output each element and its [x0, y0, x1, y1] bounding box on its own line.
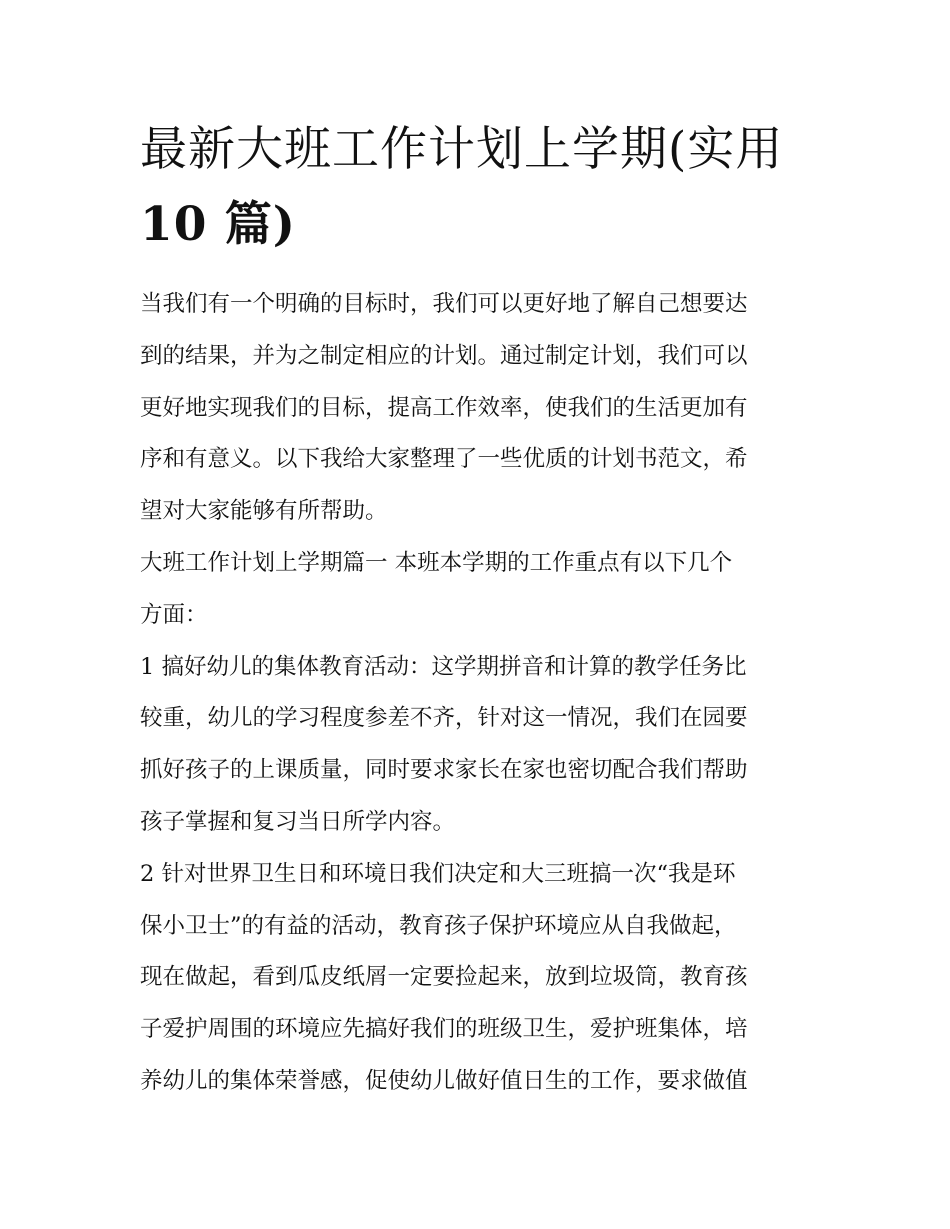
text-line: 1 搞好幼儿的集体教育活动：这学期拼音和计算的教学任务比 — [140, 653, 747, 680]
title-line: 10 篇) — [140, 197, 297, 252]
paragraph-section-heading — [140, 538, 812, 642]
document-body — [140, 279, 812, 1108]
text-line: 更好地实现我们的目标，提高工作效率，使我们的生活更加有 — [140, 394, 748, 421]
document-title — [140, 112, 812, 262]
text-line: 较重，幼儿的学习程度参差不齐，针对这一情况，我们在园要 — [140, 705, 748, 732]
document-content — [140, 112, 812, 1108]
paragraph-intro — [140, 279, 812, 538]
text-line: 方面： — [140, 601, 208, 628]
text-line: 抓好孩子的上课质量，同时要求家长在家也密切配合我们帮助 — [140, 757, 748, 784]
text-line: 序和有意义。以下我给大家整理了一些优质的计划书范文，希 — [140, 446, 748, 473]
text-line: 到的结果，并为之制定相应的计划。通过制定计划，我们可以 — [140, 342, 748, 369]
text-line: 保小卫士”的有益的活动，教育孩子保护环境应从自我做起， — [140, 912, 737, 939]
text-line: 望对大家能够有所帮助。 — [140, 498, 388, 525]
paragraph-item-2 — [140, 849, 812, 1108]
text-line: 当我们有一个明确的目标时，我们可以更好地了解自己想要达 — [140, 291, 748, 317]
text-line: 2 针对世界卫生日和环境日我们决定和大三班搞一次“我是环 — [140, 860, 736, 887]
text-line: 养幼儿的集体荣誉感，促使幼儿做好值日生的工作，要求做值 — [140, 1067, 748, 1094]
title-line: 最新大班工作计划上学期(实用 — [140, 122, 784, 177]
paragraph-item-1 — [140, 642, 812, 849]
text-line: 孩子掌握和复习当日所学内容。 — [140, 808, 456, 835]
text-line: 子爱护周围的环境应先搞好我们的班级卫生，爱护班集体，培 — [140, 1016, 748, 1043]
text-line: 大班工作计划上学期篇一 本班本学期的工作重点有以下几个 — [140, 549, 733, 576]
text-line: 现在做起，看到瓜皮纸屑一定要捡起来，放到垃圾筒，教育孩 — [140, 964, 748, 991]
